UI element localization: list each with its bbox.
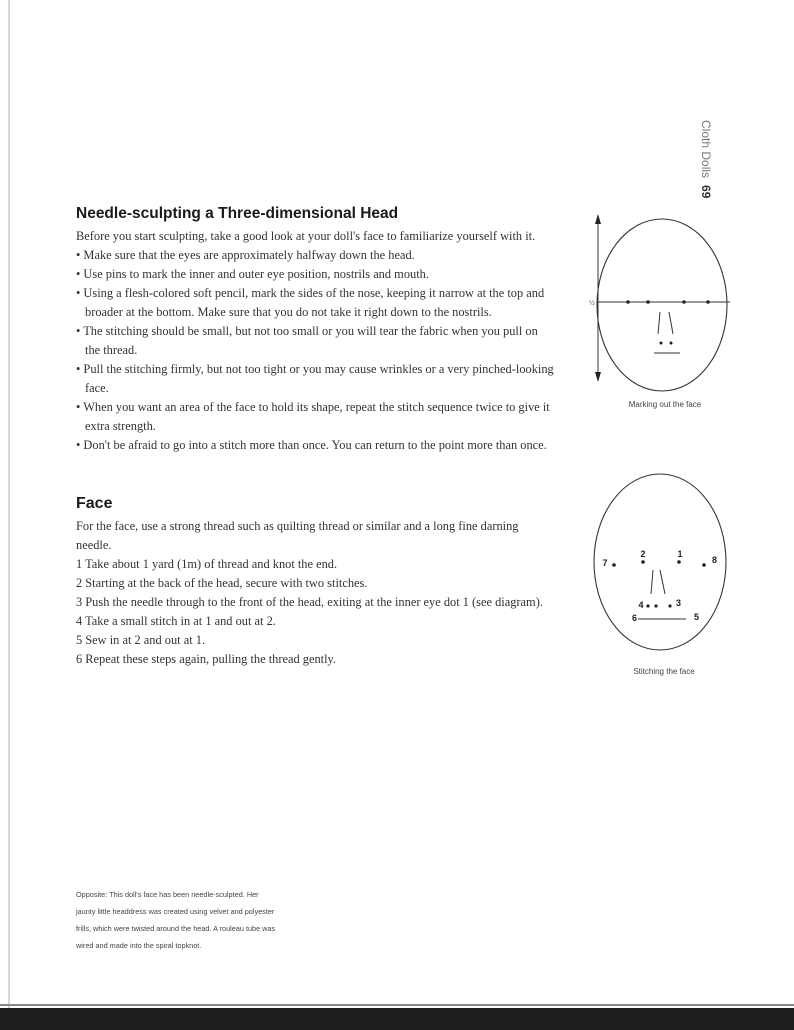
- stitch-point-2: [641, 560, 645, 564]
- bottom-divider: [0, 1004, 794, 1006]
- list-item: • Pull the stitching firmly, but not too tight or you may cause wrinkles or a very pinched-looking face.: [76, 362, 554, 395]
- step-item: 6 Repeat these steps again, pulling the thread gently.: [76, 652, 337, 666]
- head-outline: [597, 219, 727, 391]
- nose-lines: [658, 312, 673, 334]
- page-number: 69: [699, 185, 713, 199]
- running-head-title: Cloth Dolls: [699, 120, 713, 179]
- point-label-3: 3: [676, 598, 682, 608]
- section-face-body: [76, 517, 556, 669]
- step-item: 3 Push the needle through to the front of the head, exiting at the inner eye dot 1 (see diagram).: [76, 595, 543, 609]
- point-label-4: 4: [638, 600, 644, 610]
- bottom-bar: [0, 1008, 794, 1030]
- section-needle-sculpting-body: [76, 227, 556, 455]
- step-item: 5 Sew in at 2 and out at 1.: [76, 633, 206, 647]
- stitch-point-8: [702, 563, 706, 567]
- step-item: 4 Take a small stitch in at 1 and out at 2.: [76, 614, 276, 628]
- list-item: • Use pins to mark the inner and outer eye position, nostrils and mouth.: [76, 267, 429, 281]
- point-label-8: 8: [712, 555, 718, 565]
- page-edge: [8, 0, 10, 1030]
- marking-face-diagram: [580, 210, 730, 395]
- point-label-5: 5: [694, 612, 700, 622]
- stitch-point-3: [668, 604, 671, 607]
- height-arrow: [595, 214, 601, 382]
- section-intro: Before you start sculpting, take a good look at your doll's face to familiarize yourself with it.: [76, 229, 536, 243]
- figure-caption-stitching: Stitching the face: [633, 667, 695, 676]
- running-head: [697, 120, 713, 210]
- nose-lines: [651, 570, 665, 594]
- stitch-point-4-b: [654, 604, 657, 607]
- stitch-point-4: [646, 604, 649, 607]
- list-item: • Using a flesh-colored soft pencil, mark the sides of the nose, keeping it narrow at the top and broader at the bottom. Make sure that you do not take it right down to the nostrils.: [76, 286, 545, 319]
- nostril-dots: [660, 342, 673, 345]
- section-title-needle-sculpting: Needle-sculpting a Three-dimensional Head: [76, 205, 399, 222]
- section-intro: For the face, use a strong thread such as quilting thread or similar and a long fine darning needle.: [76, 519, 519, 552]
- figure-caption-marking: Marking out the face: [628, 400, 702, 409]
- list-item: • Don't be afraid to go into a stitch more than once. You can return to the point more than once.: [76, 438, 547, 452]
- point-label-7: 7: [602, 558, 608, 568]
- list-item: • The stitching should be small, but not too small or you will tear the fabric when you pull on the thread.: [76, 324, 538, 357]
- step-item: 2 Starting at the back of the head, secure with two stitches.: [76, 576, 368, 590]
- stitch-point-7: [612, 563, 616, 567]
- stitching-face-diagram: [590, 470, 730, 660]
- head-outline: [594, 474, 726, 650]
- list-item: • Make sure that the eyes are approximately halfway down the head.: [76, 248, 415, 262]
- list-item: • When you want an area of the face to hold its shape, repeat the stitch sequence twice to give it extra strength.: [76, 400, 550, 433]
- opposite-photo-caption: Opposite: This doll's face has been needle-sculpted. Her jaunty little headdress was created using velvet and polyester frills, which were twisted around the head. A rouleau tube was wired and made into the spiral topknot.: [76, 890, 276, 950]
- point-label-1: 1: [677, 549, 683, 559]
- point-label-6: 6: [632, 613, 638, 623]
- step-item: 1 Take about 1 yard (1m) of thread and knot the end.: [76, 557, 338, 571]
- half-label: ½: [589, 300, 595, 307]
- stitch-point-1: [677, 560, 681, 564]
- section-title-face: Face: [76, 495, 113, 512]
- point-label-2: 2: [640, 549, 646, 559]
